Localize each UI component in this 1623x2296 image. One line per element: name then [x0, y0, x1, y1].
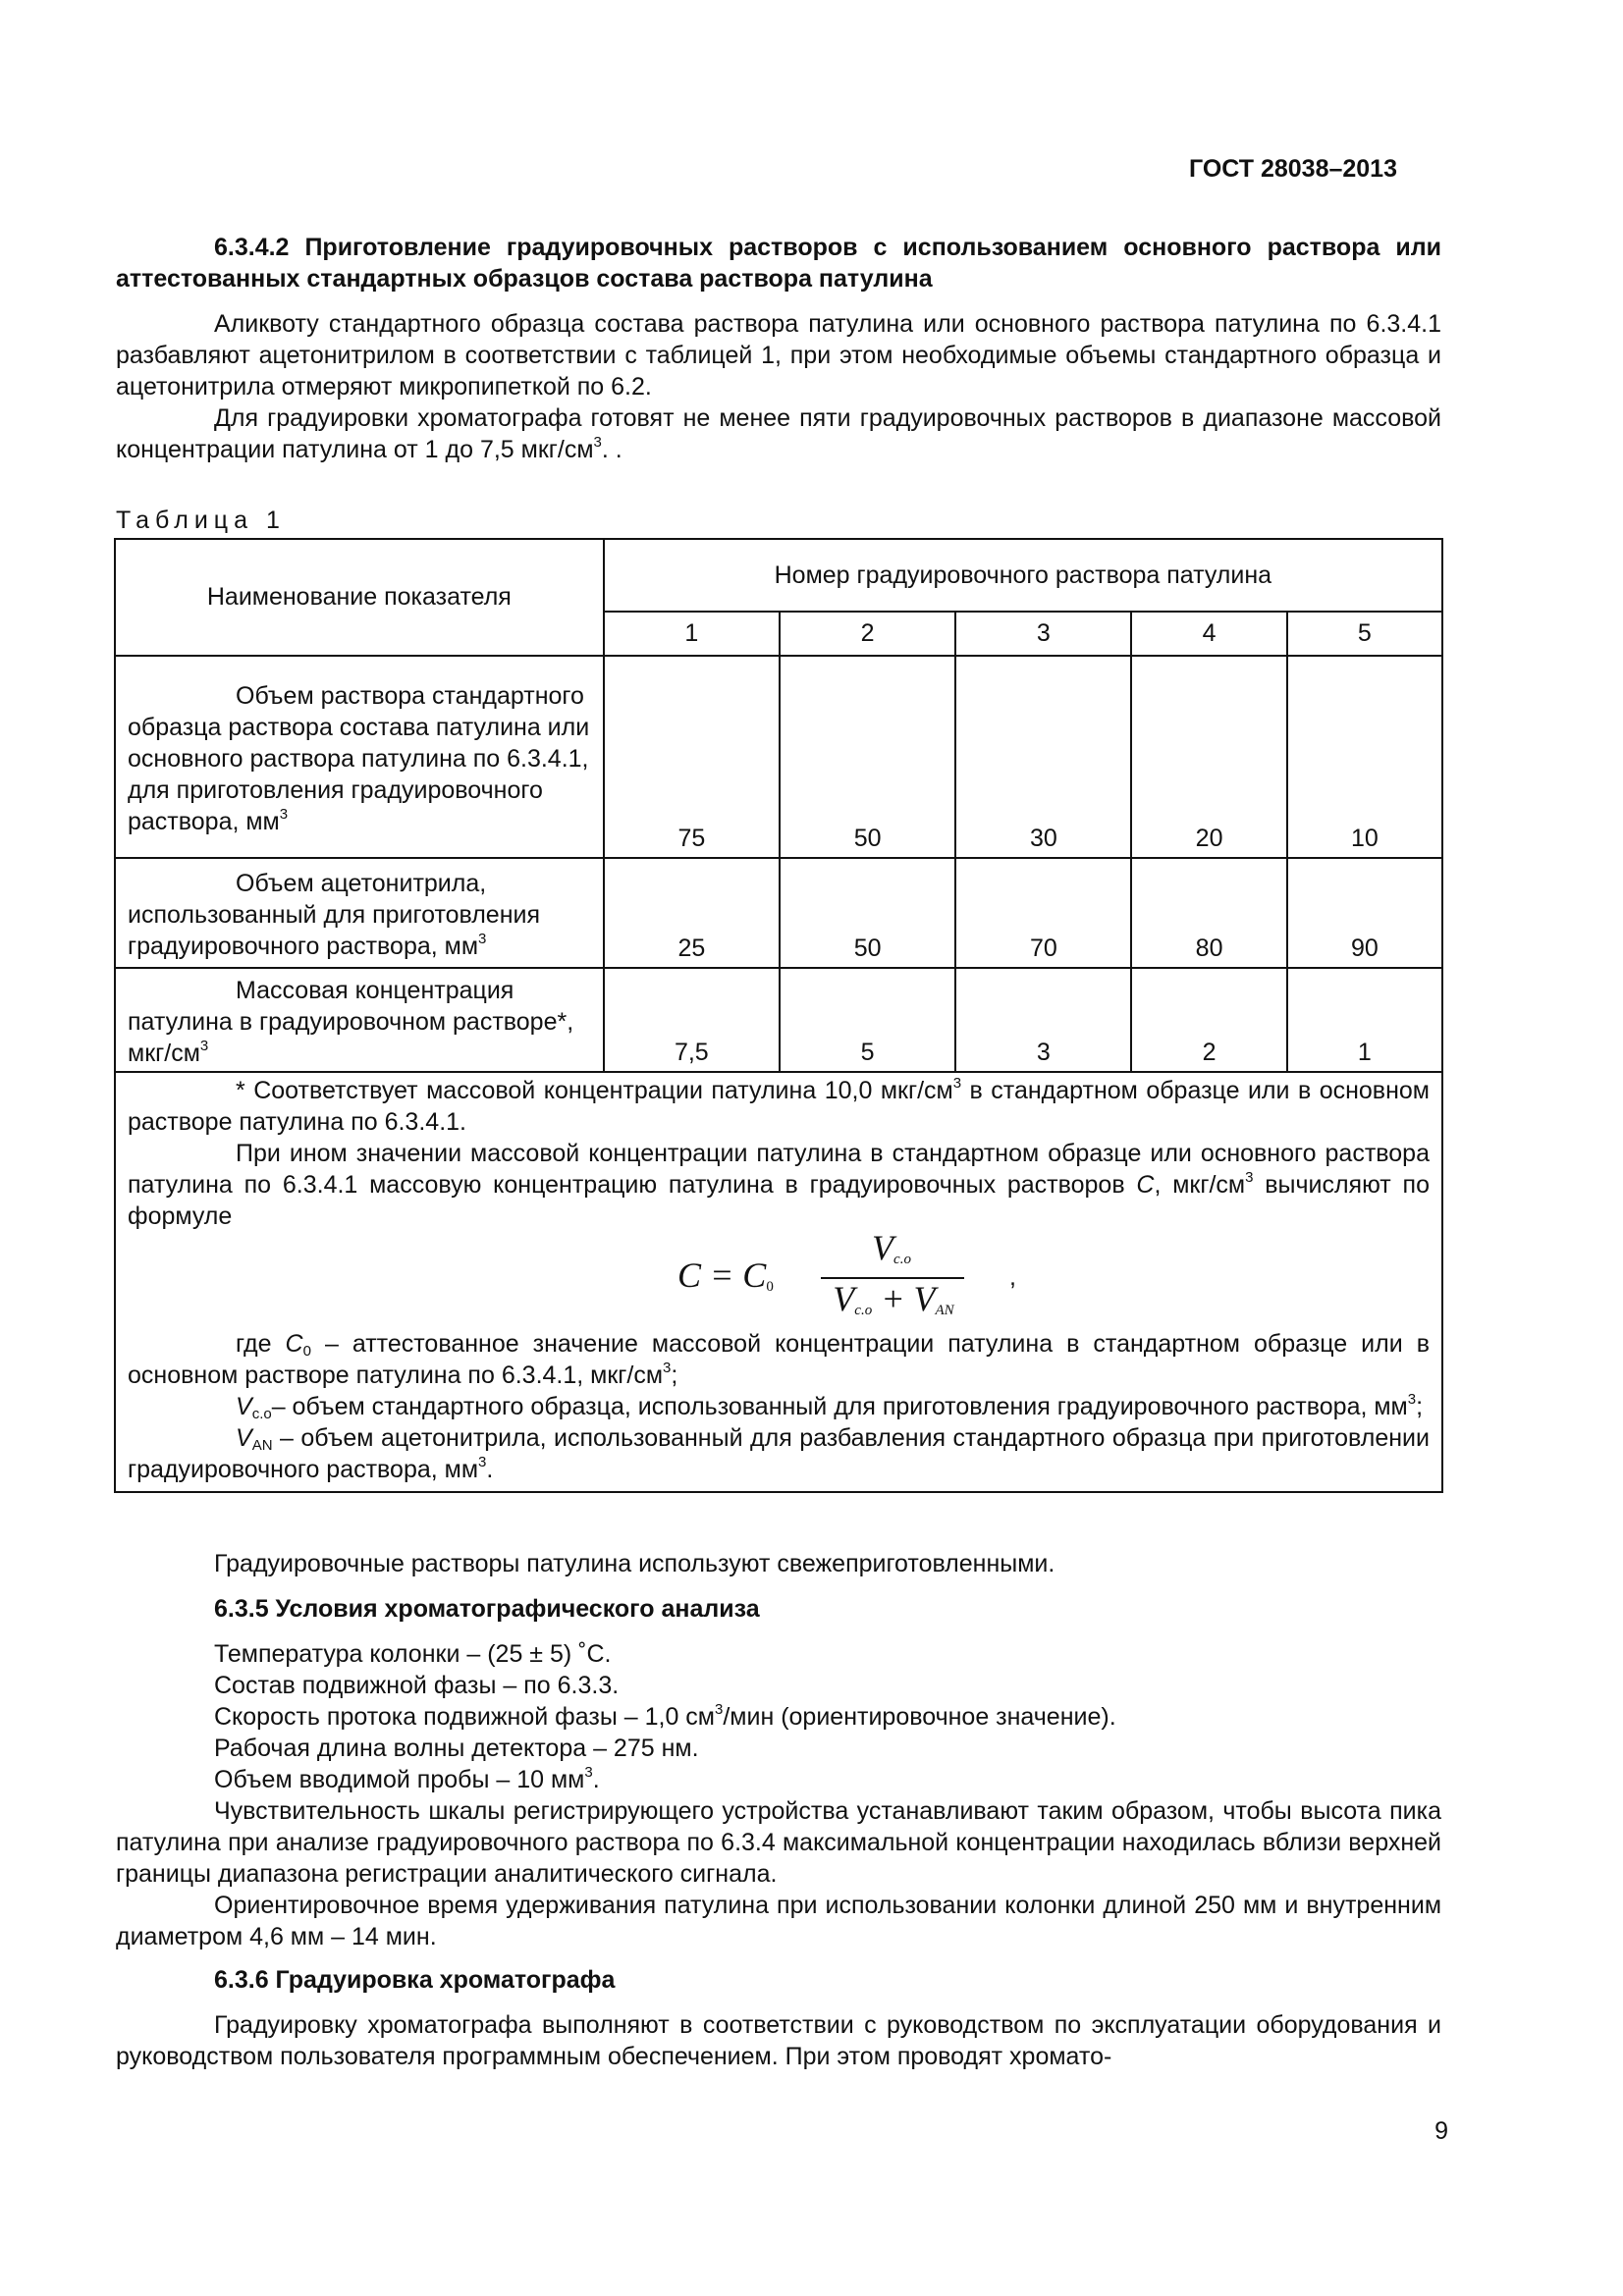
subscript: c.o — [251, 1406, 272, 1422]
text: Объем ацетонитрила, использованный для приготовления градуировочного раствора, мм — [128, 870, 541, 960]
superscript: 3 — [279, 806, 289, 823]
table-notes — [115, 1072, 1442, 1492]
formula-numerator: $V_{c.o}$ — [872, 1228, 911, 1267]
formula-sub: AN — [935, 1303, 954, 1318]
formula-sub: c.o — [854, 1303, 873, 1318]
standard-header: ГОСТ 28038–2013 — [1189, 155, 1397, 183]
paragraph: Рабочая длина волны детектора – 275 нм. — [214, 1735, 699, 1762]
header-cell: Номер градуировочного раствора патулина — [604, 539, 1442, 612]
table-notes-row — [115, 1072, 1442, 1492]
definition — [128, 1328, 1430, 1391]
table-cell: 3 — [955, 968, 1131, 1072]
header-cell: 1 — [604, 612, 780, 656]
formula-comma: , — [1009, 1263, 1016, 1291]
header-cell: 5 — [1287, 612, 1442, 656]
symbol: V — [236, 1393, 252, 1420]
text: в стандартном образце или в основном растворе патулина по 6.3.4.1. — [128, 1077, 1430, 1136]
text: Скорость протока подвижной фазы – 1,0 см — [214, 1703, 715, 1731]
table-cell: 2 — [1131, 968, 1286, 1072]
text: . — [486, 1456, 494, 1483]
text: . . — [601, 436, 622, 463]
superscript: 3 — [1407, 1391, 1417, 1408]
text: ; — [671, 1362, 678, 1389]
symbol: С — [1136, 1171, 1155, 1199]
section-6-3-4-2 — [116, 232, 1441, 465]
paragraph: Чувствительность шкалы регистрирующего устройства устанавливают таким образом, чтобы высота пика патулина при анализе градуировочного раствора по 6.3.4 максимальной концентрации находилась вблизи верхней границы диапазона регистрации аналитического сигнала. — [116, 1797, 1441, 1888]
table-cell: 25 — [604, 858, 780, 968]
formula-sub: 0 — [766, 1279, 774, 1295]
superscript: 3 — [593, 434, 602, 451]
header-cell: 4 — [1131, 612, 1286, 656]
table-cell: 7,5 — [604, 968, 780, 1072]
table-cell: 1 — [1287, 968, 1442, 1072]
text: Объем вводимой пробы – 10 мм — [214, 1766, 585, 1793]
paragraph: Градуировку хроматографа выполняют в соответствии с руководством по эксплуатации оборудования и руководством пользователя программным обеспечением. При этом проводят хромато- — [116, 2011, 1441, 2070]
row-label — [115, 968, 604, 1072]
text: ; — [1416, 1393, 1424, 1420]
superscript: 3 — [584, 1764, 593, 1781]
text: Для градуировки хроматографа готовят не менее пяти градуировочных растворов в диапазоне массовой концентрации патулина от 1 до 7,5 мкг/см — [116, 404, 1441, 463]
section-title: 6.3.4.2 Приготовление градуировочных растворов с использованием основного раствора или аттестованных стандартных образцов состава раствора патулина — [116, 234, 1441, 293]
table-cell: 20 — [1131, 656, 1286, 858]
superscript: 3 — [478, 931, 487, 947]
text: , мкг/см — [1154, 1171, 1246, 1199]
text: – аттестованное значение массовой концентрации патулина в стандартном образце или в основном растворе патулина по 6.3.4.1, мкг/см — [128, 1330, 1431, 1389]
section-title: 6.3.5 Условия хроматографического анализа — [214, 1595, 760, 1623]
table-row — [115, 656, 1442, 858]
paragraph: Ориентировочное время удерживания патулина при использовании колонки длиной 250 мм и внутренним диаметром 4,6 мм – 14 мин. — [116, 1892, 1441, 1950]
table-cell: 50 — [780, 858, 955, 968]
text: где — [236, 1330, 286, 1358]
symbol: V — [236, 1424, 252, 1452]
formula-denominator: $V_{c.o} + V_{AN}$ — [833, 1279, 954, 1318]
superscript: 3 — [663, 1360, 672, 1376]
paragraph: Аликвоту стандартного образца состава раствора патулина или основного раствора патулина по 6.3.4.1 разбавляют ацетонитрилом в соответствии с таблицей 1, при этом необходимые объемы стандартного образца и ацетонитрила отмеряют микропипеткой по 6.2. — [116, 310, 1441, 400]
subscript: AN — [251, 1437, 273, 1454]
text: вычисляют по формуле — [128, 1171, 1430, 1230]
table-cell: 90 — [1287, 858, 1442, 968]
superscript: 3 — [952, 1075, 962, 1092]
table-row — [115, 968, 1442, 1072]
table-row — [115, 858, 1442, 968]
formula-sub: c.o — [893, 1252, 911, 1267]
subscript: 0 — [302, 1343, 311, 1360]
section-title: 6.3.6 Градуировка хроматографа — [214, 1966, 616, 1994]
table-cell: 30 — [955, 656, 1131, 858]
paragraph — [116, 402, 1441, 465]
paragraph — [116, 1701, 1441, 1733]
text: – объем стандартного образца, использованный для приготовления градуировочного раствора, мм — [271, 1393, 1408, 1420]
row-label — [115, 656, 604, 858]
text: Массовая концентрация патулина в градуировочном растворе*, мкг/см — [128, 977, 574, 1067]
page-number: 9 — [1434, 2117, 1448, 2145]
table-cell: 75 — [604, 656, 780, 858]
paragraph: Состав подвижной фазы – по 6.3.3. — [214, 1672, 620, 1699]
formula — [128, 1228, 1430, 1328]
formula-lhs: $C = C_0$ — [677, 1255, 774, 1295]
row-label — [115, 858, 604, 968]
footnote — [128, 1075, 1430, 1138]
header-cell: Наименование показателя — [115, 539, 604, 656]
table-header-row — [115, 539, 1442, 612]
definition — [128, 1391, 1430, 1422]
superscript: 3 — [199, 1038, 209, 1054]
text: . — [592, 1766, 600, 1793]
header-cell: 2 — [780, 612, 955, 656]
paragraph: Градуировочные растворы патулина используют свежеприготовленными. — [214, 1550, 1055, 1577]
table-cell: 10 — [1287, 656, 1442, 858]
text: При ином значении массовой концентрации патулина в стандартном образце или основного раствора патулина по 6.3.4.1 массовую концентрацию патулина в градуировочных растворов — [128, 1140, 1430, 1199]
table-caption: Таблица 1 — [116, 507, 286, 534]
symbol: C — [285, 1330, 303, 1358]
table-cell: 80 — [1131, 858, 1286, 968]
note — [128, 1138, 1430, 1232]
table-cell: 5 — [780, 968, 955, 1072]
text: /мин (ориентировочное значение). — [723, 1703, 1116, 1731]
definition — [128, 1422, 1430, 1485]
text: – объем ацетонитрила, использованный для разбавления стандартного образца при приготовлении градуировочного раствора, мм — [128, 1424, 1430, 1483]
superscript: 3 — [1245, 1169, 1254, 1186]
paragraph — [116, 1764, 1441, 1795]
superscript: 3 — [715, 1701, 724, 1718]
table-cell: 50 — [780, 656, 955, 858]
text: Объем раствора стандартного образца раствора состава патулина или основного раствора патулина по 6.3.4.1, для приготовления градуировочного раствора, мм — [128, 682, 590, 835]
paragraph: Температура колонки – (25 ± 5) ˚С. — [214, 1640, 612, 1668]
section-6-3-5 — [116, 1548, 1441, 2072]
header-cell: 3 — [955, 612, 1131, 656]
calibration-table — [114, 538, 1443, 1493]
superscript: 3 — [478, 1454, 487, 1470]
text: * Соответствует массовой концентрации патулина 10,0 мкг/см — [236, 1077, 953, 1104]
table-cell: 70 — [955, 858, 1131, 968]
